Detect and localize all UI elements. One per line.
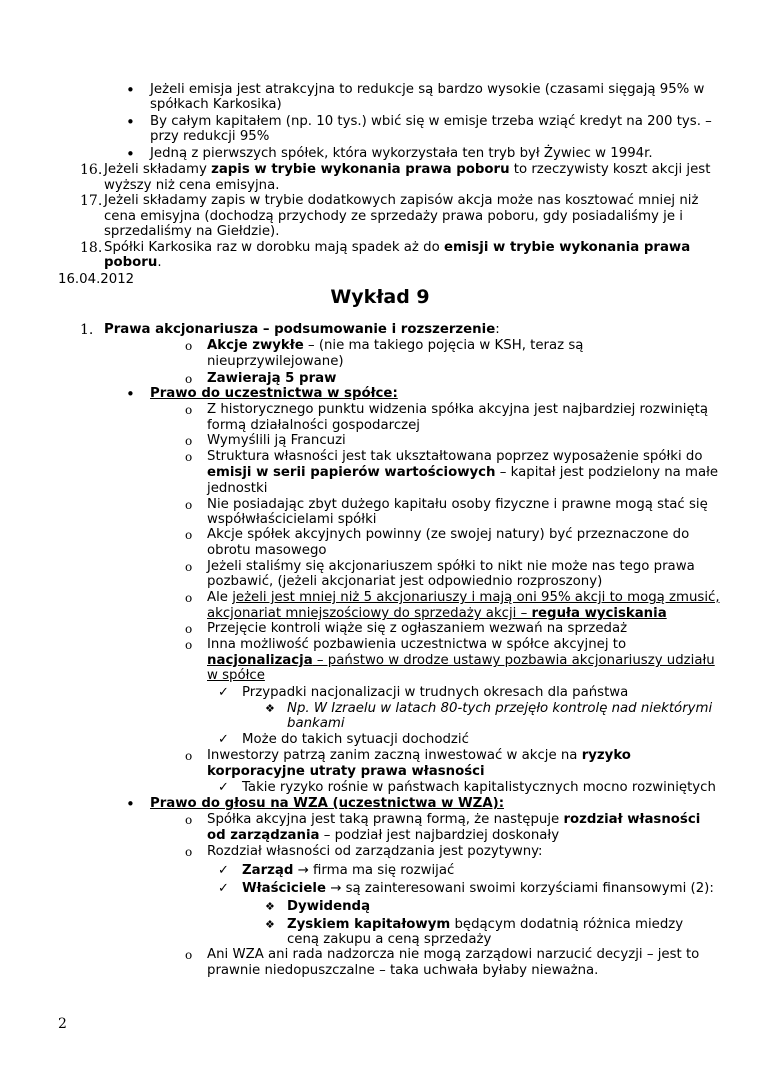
list-item-text: Ani WZA ani rada nadzorcza nie mogą zarządowi narzucić decyzji – jest to xyxy=(207,947,700,962)
arrow-right-icon: → xyxy=(293,863,314,878)
checkmark-icon: ✓ xyxy=(218,863,229,878)
bullet-text: By całym kapitałem (np. 10 tys.) wbić się w emisje trzeba wziąć kredyt na 200 tys. – xyxy=(150,114,712,129)
list-item-text: cena emisyjna (dochodzą przychody ze sprzedaży prawa poboru, gdy posiadaliśmy je i xyxy=(104,209,683,224)
bullet-marker: • xyxy=(126,81,135,99)
list-item-text: Właściciele → są zainteresowani swoimi korzyściami finansowymi (2): xyxy=(242,881,714,896)
circle-bullet-icon: o xyxy=(185,749,193,763)
list-item-text: sprzedaliśmy na Giełdzie). xyxy=(104,224,280,239)
list-item-text: akcjonariat mniejszościowy do sprzedaży akcji – reguła wyciskania xyxy=(207,606,667,621)
circle-bullet-icon: o xyxy=(185,403,193,417)
list-item-text: Zyskiem kapitałowym będącym dodatnią różnica miedzy xyxy=(287,917,684,932)
circle-bullet-icon: o xyxy=(185,498,193,512)
list-item-text: prawnie niedopuszczalne – taka uchwała byłaby nieważna. xyxy=(207,963,599,978)
bullet-marker: • xyxy=(126,145,135,163)
list-item-text: ceną zakupu a ceną sprzedaży xyxy=(287,932,492,947)
list-item-text: Zawierają 5 praw xyxy=(207,371,337,386)
list-item-text: nacjonalizacja – państwo w drodze ustawy pozbawia akcjonariuszy udziału xyxy=(207,653,715,668)
list-item-text: Może do takich sytuacji dochodzić xyxy=(242,732,469,747)
list-item-text: bankami xyxy=(287,716,345,731)
circle-bullet-icon: o xyxy=(185,339,193,353)
list-item-text: Spółki Karkosika raz w dorobku mają spadek aż do emisji w trybie wykonania prawa xyxy=(104,240,691,255)
bullet-text: Jeżeli emisja jest atrakcyjna to redukcje są bardzo wysokie (czasami sięgają 95% w xyxy=(150,82,705,97)
list-item-text: Nie posiadając zbyt dużego kapitału osoby fizyczne i prawne mogą stać się xyxy=(207,497,708,512)
page-title: Wykład 9 xyxy=(330,286,430,308)
list-item-text: pozbawić, (jeżeli akcjonariat jest odpowiednio rozproszony) xyxy=(207,574,603,589)
list-item-text: Przypadki nacjonalizacji w trudnych okresach dla państwa xyxy=(242,685,629,700)
circle-bullet-icon: o xyxy=(185,591,193,605)
bullet-marker: • xyxy=(126,795,135,813)
list-item-text: Inwestorzy patrzą zanim zaczną inwestować w akcje na ryzyko xyxy=(207,748,631,763)
list-item-text: Inna możliwość pozbawienia uczestnictwa w spółce akcyjnej to xyxy=(207,637,627,652)
circle-bullet-icon: o xyxy=(185,528,193,542)
circle-bullet-icon: o xyxy=(185,560,193,574)
checkmark-icon: ✓ xyxy=(218,685,229,700)
subsection-title: Prawo do głosu na WZA (uczestnictwa w WZA): xyxy=(150,796,505,811)
list-item-text: Spółka akcyjna jest taką prawną formą, że następuje rozdział własności xyxy=(207,812,701,827)
bullet-text: Jedną z pierwszych spółek, która wykorzystała ten tryb był Żywiec w 1994r. xyxy=(150,146,653,161)
list-item-text: wyższy niż cena emisyjna. xyxy=(104,178,280,193)
list-item-text: korporacyjne utraty prawa własności xyxy=(207,764,485,779)
circle-bullet-icon: o xyxy=(185,638,193,652)
subsection-title: Prawo do uczestnictwa w spółce: xyxy=(150,386,398,401)
circle-bullet-icon: o xyxy=(185,434,193,448)
list-item-text: Jeżeli składamy zapis w trybie dodatkowych zapisów akcja może nas kosztować mniej niż xyxy=(104,193,699,208)
bullet-marker: • xyxy=(126,113,135,131)
list-item-text: formą działalności gospodarczej xyxy=(207,418,420,433)
circle-bullet-icon: o xyxy=(185,372,193,386)
list-item-text: Z historycznego punktu widzenia spółka akcyjna jest najbardziej rozwiniętą xyxy=(207,402,709,417)
list-item-text: Zarząd → firma ma się rozwijać xyxy=(242,863,455,878)
page-number: 2 xyxy=(58,1016,67,1032)
list-number: 17. xyxy=(80,193,103,209)
list-item-text: poboru. xyxy=(104,255,162,270)
diamond-bullet-icon: ❖ xyxy=(265,702,275,715)
lecture-date: 16.04.2012 xyxy=(58,272,135,287)
list-item-text: emisji w serii papierów wartościowych – kapitał jest podzielony na małe xyxy=(207,465,719,480)
list-number: 18. xyxy=(80,240,103,256)
list-item-text: jednostki xyxy=(207,481,268,496)
list-item-text: nieuprzywilejowane) xyxy=(207,354,344,369)
list-item-text: Akcje spółek akcyjnych powinny (ze swojej natury) być przeznaczone do xyxy=(207,527,690,542)
list-item-text: Struktura własności jest tak ukształtowana poprzez wyposażenie spółki do xyxy=(207,449,703,464)
list-item-text: współwłaścicielami spółki xyxy=(207,512,377,527)
list-item-text: obrotu masowego xyxy=(207,543,327,558)
circle-bullet-icon: o xyxy=(185,622,193,636)
section-title: Prawa akcjonariusza – podsumowanie i rozszerzenie: xyxy=(104,322,500,337)
checkmark-icon: ✓ xyxy=(218,881,229,896)
list-item-text: Rozdział własności od zarządzania jest pozytywny: xyxy=(207,844,543,859)
bullet-text: przy redukcji 95% xyxy=(150,129,270,144)
checkmark-icon: ✓ xyxy=(218,732,229,747)
list-item-text: Jeżeli składamy zapis w trybie wykonania prawa poboru to rzeczywisty koszt akcji jest xyxy=(104,162,711,177)
circle-bullet-icon: o xyxy=(185,845,193,859)
list-item-text: Takie ryzyko rośnie w państwach kapitalistycznych mocno rozwiniętych xyxy=(242,780,716,795)
list-item-text: Dywidendą xyxy=(287,899,371,914)
list-item-text: Akcje zwykłe – (nie ma takiego pojęcia w KSH, teraz są xyxy=(207,338,584,353)
circle-bullet-icon: o xyxy=(185,813,193,827)
bullet-marker: • xyxy=(126,385,135,403)
arrow-right-icon: → xyxy=(325,881,346,896)
checkmark-icon: ✓ xyxy=(218,780,229,795)
list-item-text: Przejęcie kontroli wiąże się z ogłaszaniem wezwań na sprzedaż xyxy=(207,621,628,636)
list-item-text: od zarządzania – podział jest najbardziej doskonały xyxy=(207,828,560,843)
diamond-bullet-icon: ❖ xyxy=(265,900,275,913)
list-number: 16. xyxy=(80,162,103,178)
list-item-text: Wymyślili ją Francuzi xyxy=(207,433,346,448)
circle-bullet-icon: o xyxy=(185,948,193,962)
list-item-text: Ale jeżeli jest mniej niż 5 akcjonariuszy i mają oni 95% akcji to mogą zmusić, xyxy=(207,590,720,605)
diamond-bullet-icon: ❖ xyxy=(265,918,275,931)
list-number: 1. xyxy=(80,322,94,338)
circle-bullet-icon: o xyxy=(185,450,193,464)
list-item-text: Np. W Izraelu w latach 80-tych przejęło kontrolę nad niektórymi xyxy=(287,701,713,716)
list-item-text: w spółce xyxy=(207,668,265,683)
list-item-text: Jeżeli staliśmy się akcjonariuszem spółki to nikt nie może nas tego prawa xyxy=(207,559,695,574)
bullet-text: spółkach Karkosika) xyxy=(150,97,282,112)
